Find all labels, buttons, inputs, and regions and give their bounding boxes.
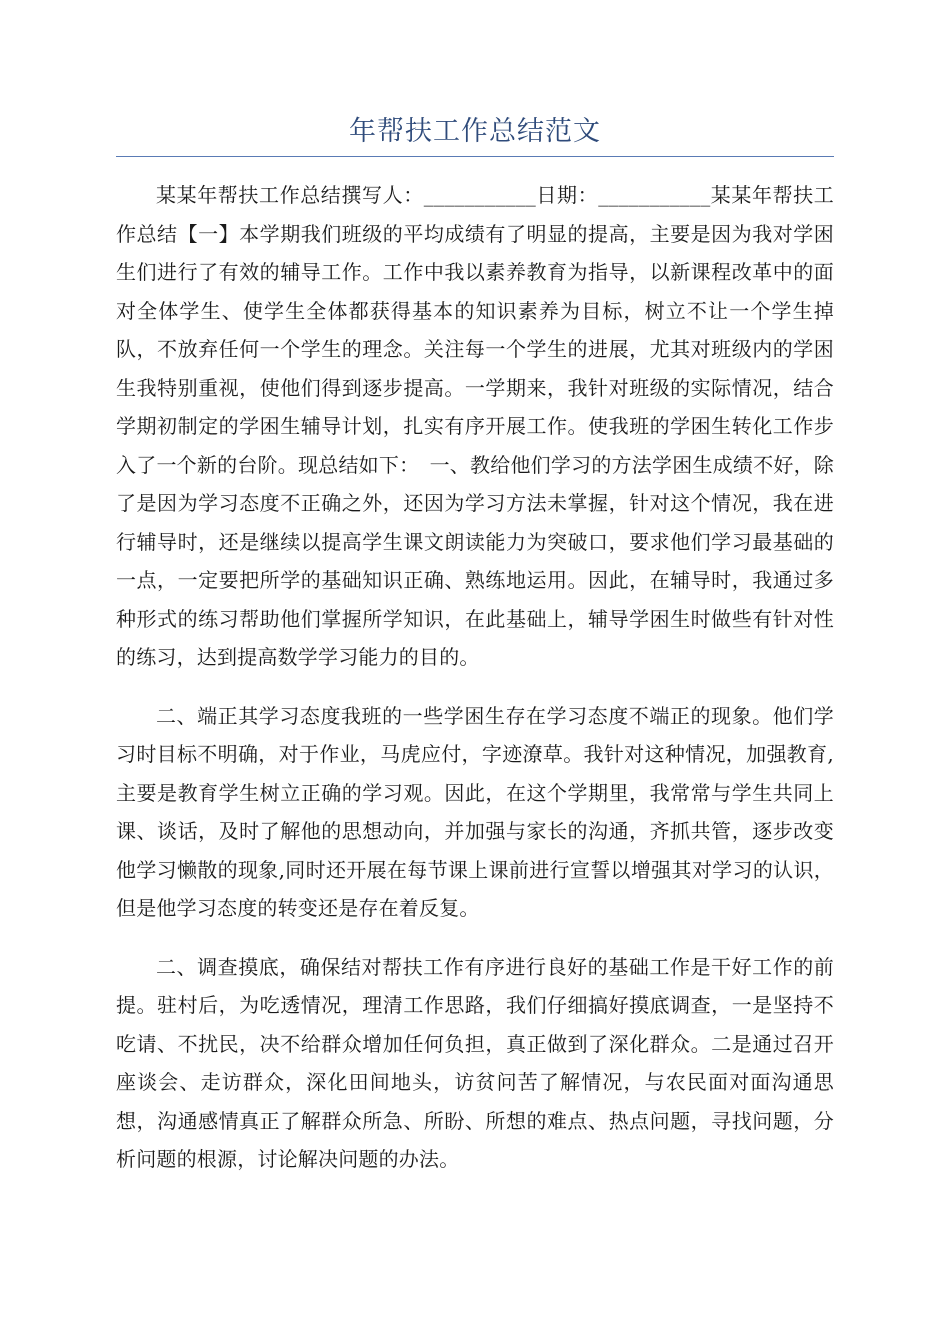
paragraph-2: 二、端正其学习态度我班的一些学困生存在学习态度不端正的现象。他们学习时目标不明确，对于作业，马虎应付，字迹潦草。我针对这种情况，加强教育,主要是教育学生树立正确的学习观。因此，在这个学期里，我常常与学生共同上课、谈话，及时了解他的思想动向，并加强与家长的沟通，齐抓共管，逐步改变他学习懒散的现象,同时还开展在每节课上课前进行宣誓以增强其对学习的认识，但是他学习态度的转变还是存在着反复。 xyxy=(116,703,834,920)
paragraph-1: 某某年帮扶工作总结撰写人：___________日期：___________某某年帮扶工作总结【一】本学期我们班级的平均成绩有了明显的提高，主要是因为我对学困生们进行了有效的辅导工作。工作中我以素养教育为指导，以新课程改革中的面对全体学生、使学生全体都获得基本的知识素养为目标，树立不让一个学生掉队，不放弃任何一个学生的理念。关注每一个学生的进展，尤其对班级内的学困生我特别重视，使他们得到逐步提高。一学期来，我针对班级的实际情况，结合学期初制定的学困生辅导计划，扎实有序开展工作。使我班的学困生转化工作步入了一个新的台阶。现总结如下： 一、教给他们学习的方法学困生成绩不好，除了是因为学习态度不正确之外，还因为学习方法未掌握，针对这个情况，我在进行辅导时，还是继续以提高学生课文朗读能力为突破口，要求他们学习最基础的一点，一定要把所学的基础知识正确、熟练地运用。因此，在辅导时，我通过多种形式的练习帮助他们掌握所学知识，在此基础上，辅导学困生时做些有针对性的练习，达到提高数学学习能力的目的。 xyxy=(116,183,834,669)
document-title: 年帮扶工作总结范文 xyxy=(349,116,601,147)
document-body xyxy=(116,176,834,1199)
title-underline-rule xyxy=(116,156,834,157)
paragraph-3: 二、调查摸底，确保结对帮扶工作有序进行良好的基础工作是干好工作的前提。驻村后，为吃透情况，理清工作思路，我们仔细搞好摸底调查，一是坚持不吃请、不扰民，决不给群众增加任何负担，真正做到了深化群众。二是通过召开座谈会、走访群众，深化田间地头，访贫问苦了解情况，与农民面对面沟通思想，沟通感情真正了解群众所急、所盼、所想的难点、热点问题，寻找问题，分析问题的根源，讨论解决问题的办法。 xyxy=(116,954,834,1171)
